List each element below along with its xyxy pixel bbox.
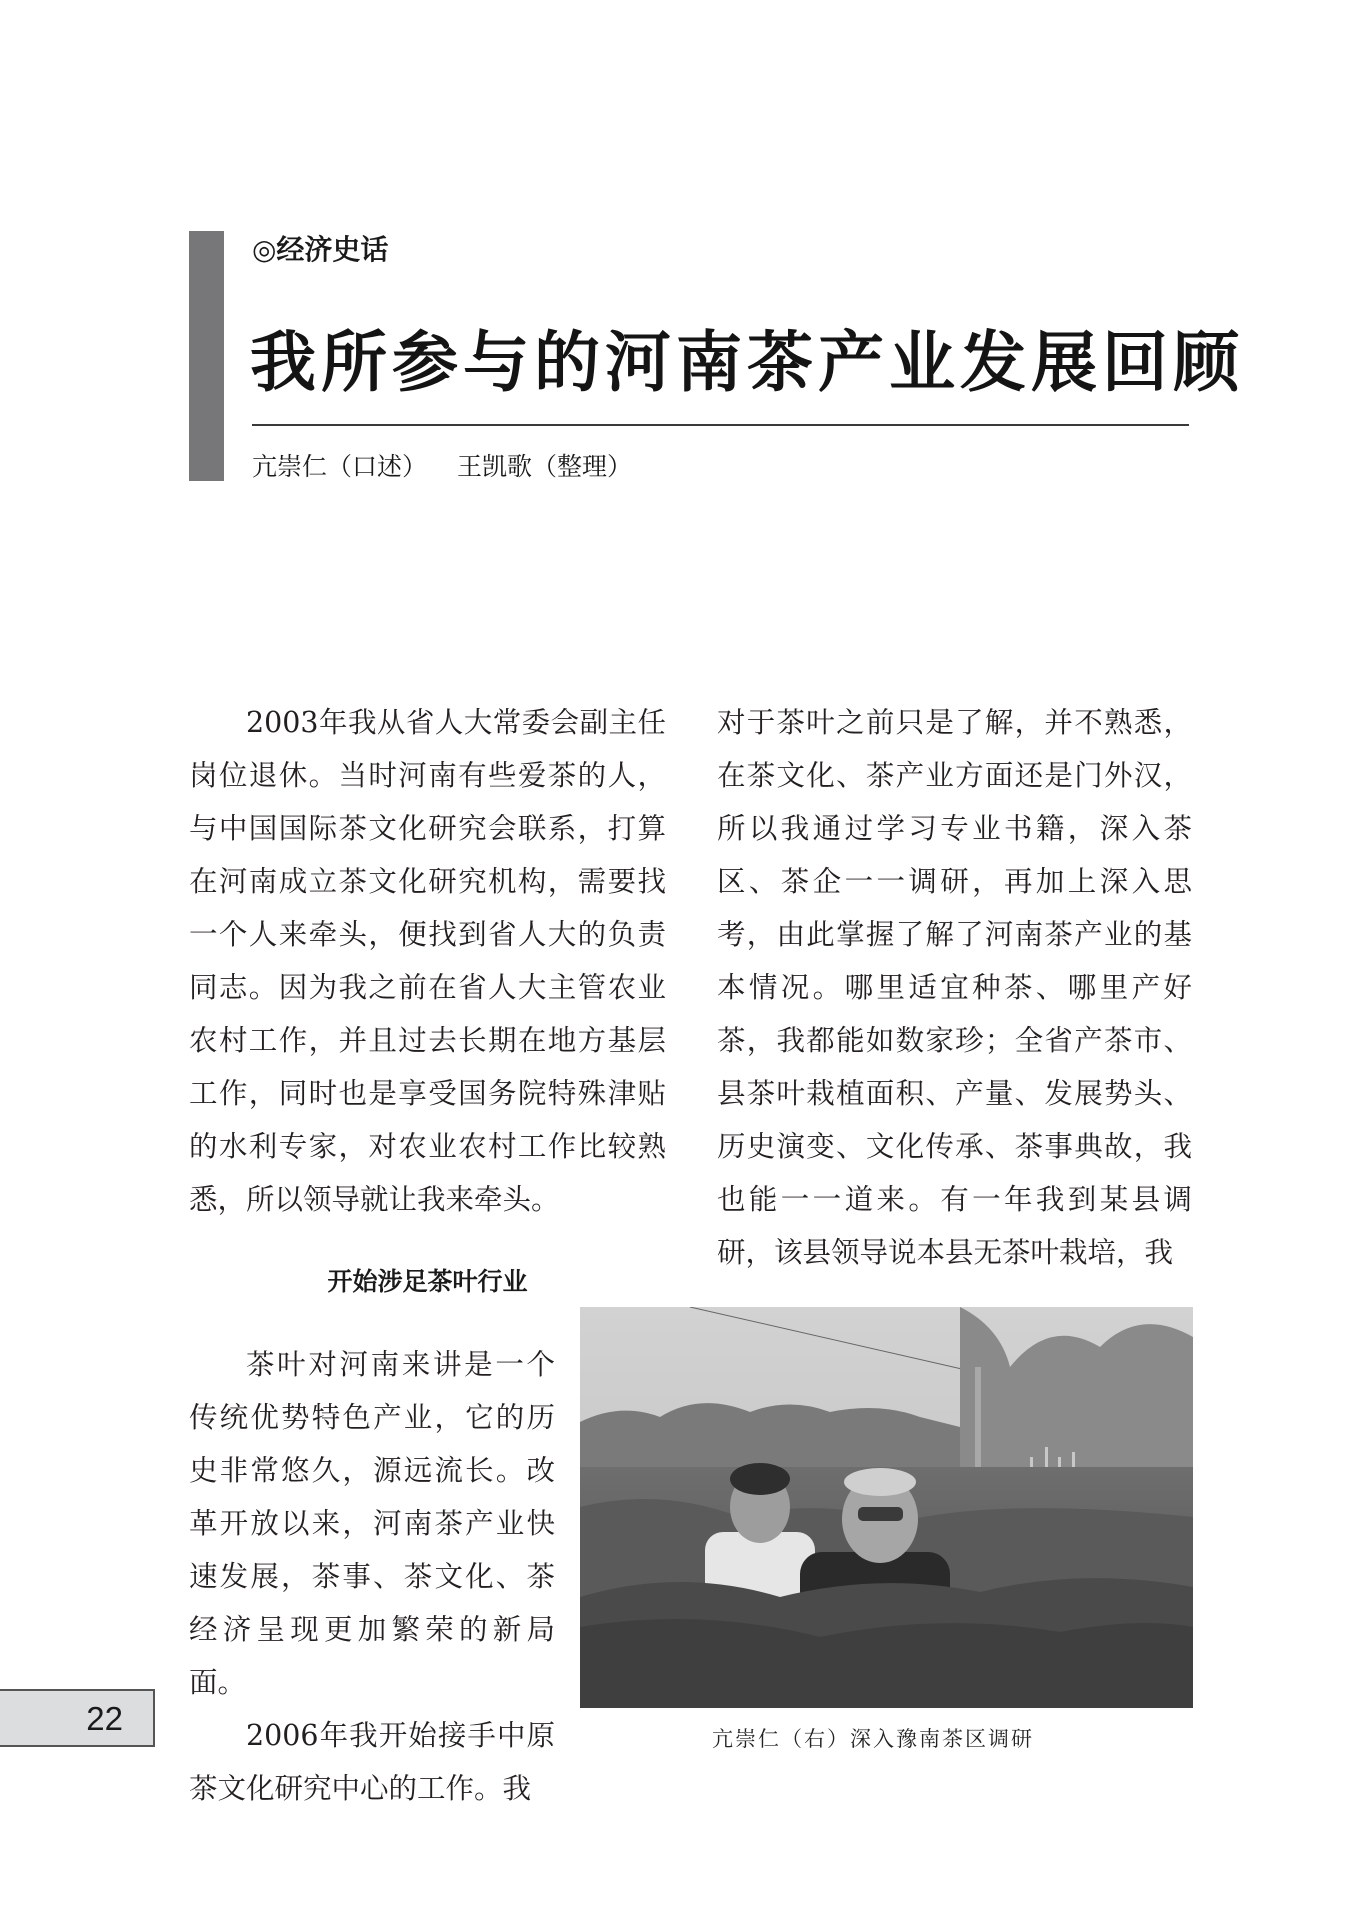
title-divider (252, 424, 1189, 426)
section-tag: ◎经济史话 (252, 233, 389, 266)
paragraph: 茶叶对河南来讲是一个传统优势特色产业，它的历史非常悠久，源远流长。改革开放以来，河南茶产业快速发展，茶事、茶文化、茶经济呈现更加繁荣的新局面。 (189, 1348, 555, 1699)
byline (252, 450, 632, 484)
page-number-box (0, 1689, 155, 1747)
subheading: 开始涉足茶叶行业 (327, 1267, 528, 1296)
paragraph: 2006年我开始接手中原茶文化研究中心的工作。我 (189, 1719, 555, 1805)
right-column (717, 696, 1192, 1279)
byline-editor: 王凯歌（整理） (457, 452, 633, 481)
photo-tea-garden-icon (580, 1307, 1193, 1708)
page-number: 22 (86, 1700, 123, 1737)
byline-narrator: 亢崇仁（口述） (252, 452, 428, 481)
article-photo (580, 1307, 1193, 1708)
left-column-lower (189, 1338, 555, 1815)
left-column-upper (189, 696, 666, 1226)
photo-caption: 亢崇仁（右）深入豫南茶区调研 (712, 1727, 1034, 1751)
paragraph: 对于茶叶之前只是了解，并不熟悉，在茶文化、茶产业方面还是门外汉，所以我通过学习专业书籍，深入茶区、茶企一一调研，再加上深入思考，由此掌握了解了河南茶产业的基本情况。哪里适宜种茶、哪里产好茶，我都能如数家珍；全省产茶市、县茶叶栽植面积、产量、发展势头、历史演变、文化传承、茶事典故，我也能一一道来。有一年我到某县调研，该县领导说本县无茶叶栽培，我 (717, 706, 1192, 1269)
paragraph: 2003年我从省人大常委会副主任岗位退休。当时河南有些爱茶的人，与中国国际茶文化研究会联系，打算在河南成立茶文化研究机构，需要找一个人来牵头，便找到省人大的负责同志。因为我之前在省人大主管农业农村工作，并且过去长期在地方基层工作，同时也是享受国务院特殊津贴的水利专家，对农业农村工作比较熟悉，所以领导就让我来牵头。 (189, 706, 666, 1216)
section-accent-bar (189, 231, 224, 481)
article-title: 我所参与的河南茶产业发展回顾 (250, 323, 1244, 401)
